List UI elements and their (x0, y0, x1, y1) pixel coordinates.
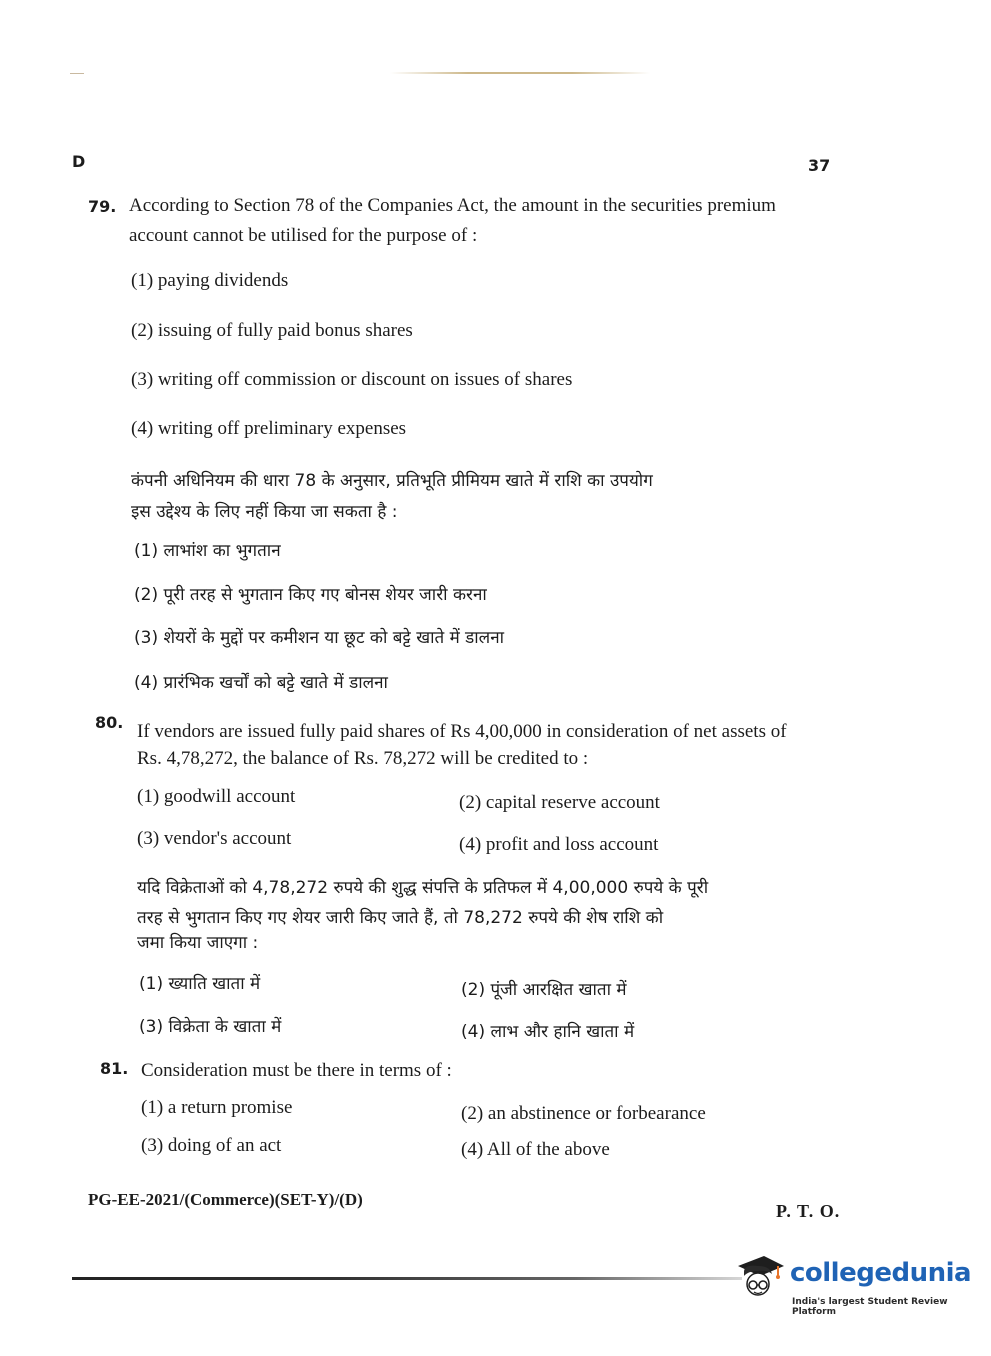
option-hi: (1) ख्याति खाता में (139, 974, 261, 994)
set-letter: D (72, 152, 86, 171)
please-turn-over: P. T. O. (776, 1201, 841, 1221)
scan-artifact-line (70, 73, 84, 74)
question-text-hi: यदि विक्रेताओं को 4,78,272 रुपये की शुद्ध संपत्ति के प्रतिफल में 4,00,000 रुपये के पूरी (137, 878, 709, 898)
option-en: (1) goodwill account (137, 786, 296, 807)
question-text-hi: कंपनी अधिनियम की धारा 78 के अनुसार, प्रतिभूति प्रीमियम खाते में राशि का उपयोग (131, 471, 653, 491)
question-number: 81. (100, 1059, 129, 1078)
option-en: (4) All of the above (461, 1139, 610, 1160)
brand-tagline: India's largest Student Review Platform (792, 1297, 948, 1317)
option-hi: (4) लाभ और हानि खाता में (461, 1022, 635, 1042)
option-en: (3) doing of an act (141, 1135, 282, 1156)
option-en: (4) profit and loss account (459, 834, 659, 855)
option-en: (1) a return promise (141, 1097, 293, 1118)
question-text-en: If vendors are issued fully paid shares of Rs 4,00,000 in consideration of net assets of (137, 721, 787, 742)
option-hi: (3) विक्रेता के खाता में (139, 1017, 282, 1037)
option-en: (2) capital reserve account (459, 792, 660, 813)
option-hi: (1) लाभांश का भुगतान (134, 541, 281, 561)
question-text-en: Consideration must be there in terms of : (141, 1060, 452, 1081)
page-number: 37 (808, 156, 831, 175)
option-hi: (4) प्रारंभिक खर्चों को बट्टे खाते में डालना (134, 673, 388, 693)
paper-code: PG-EE-2021/(Commerce)(SET-Y)/(D) (88, 1190, 363, 1209)
question-text-hi: जमा किया जाएगा : (137, 933, 259, 953)
question-text-hi: इस उद्देश्य के लिए नहीं किया जा सकता है : (131, 502, 398, 522)
brand-logo-text: collegedunia (790, 1258, 972, 1288)
question-text-hi: तरह से भुगतान किए गए शेयर जारी किए जाते हैं, तो 78,272 रुपये की शेष राशि को (137, 908, 664, 928)
option-hi: (2) पूंजी आरक्षित खाता में (461, 980, 627, 1000)
option-en: (3) vendor's account (137, 828, 292, 849)
option-en: (2) issuing of fully paid bonus shares (131, 320, 413, 341)
question-number: 79. (88, 197, 117, 216)
option-en: (4) writing off preliminary expenses (131, 418, 407, 439)
mascot-icon (734, 1252, 786, 1304)
question-text-en: According to Section 78 of the Companies Act, the amount in the securities premium (129, 195, 776, 216)
option-en: (3) writing off commission or discount on issues of shares (131, 369, 573, 390)
question-number: 80. (95, 713, 124, 732)
option-en: (1) paying dividends (131, 270, 289, 291)
option-hi: (3) शेयरों के मुद्दों पर कमीशन या छूट को बट्टे खाते में डालना (134, 628, 505, 648)
bottom-rule (72, 1277, 742, 1280)
option-en: (2) an abstinence or forbearance (461, 1103, 706, 1124)
scan-artifact-line (390, 72, 650, 74)
option-hi: (2) पूरी तरह से भुगतान किए गए बोनस शेयर जारी करना (134, 585, 487, 605)
question-text-en: account cannot be utilised for the purpose of : (129, 225, 478, 246)
question-text-en: Rs. 4,78,272, the balance of Rs. 78,272 will be credited to : (137, 748, 589, 769)
